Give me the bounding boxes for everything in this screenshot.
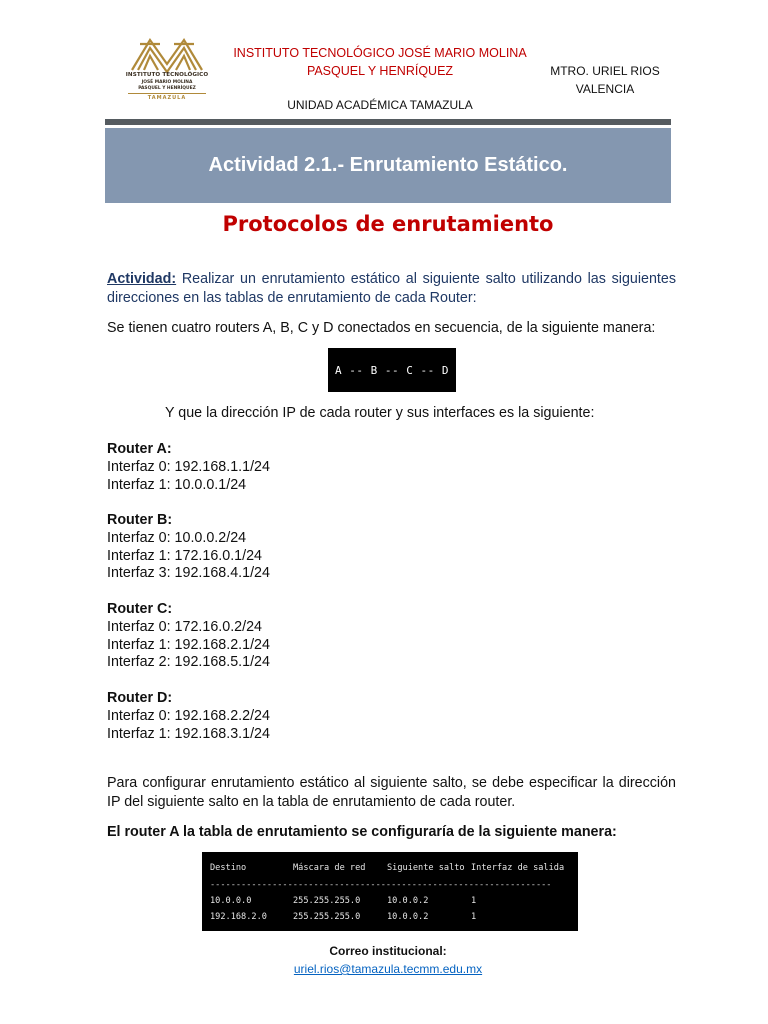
institute-name: [220, 44, 540, 80]
table-header-cell: Máscara de red: [293, 863, 366, 873]
router-interface: Interfaz 3: 192.168.4.1/24: [107, 565, 270, 582]
router-interface: Interfaz 0: 172.16.0.2/24: [107, 618, 262, 635]
table-cell: 10.0.0.2: [387, 912, 429, 922]
router-sequence-image: [328, 348, 456, 392]
table-cell: 192.168.2.0: [210, 912, 267, 922]
router-interface: Interfaz 0: 10.0.0.2/24: [107, 529, 247, 546]
router-interface: Interfaz 1: 192.168.3.1/24: [107, 725, 270, 742]
table-cell: 1: [471, 912, 477, 922]
router-interface: Interfaz 1: 10.0.0.1/24: [107, 476, 247, 493]
router-block-b: [107, 512, 270, 583]
table-header-row: [202, 863, 578, 875]
logo-line-2: JOSÉ MARIO MOLINA: [141, 80, 193, 85]
logo-line-4: TAMAZULA: [147, 95, 187, 101]
routing-table-image: [202, 852, 578, 931]
router-block-d: [107, 690, 270, 743]
institute-name-line-2: PASQUEL Y HENRÍQUEZ: [306, 64, 454, 78]
router-interface: Interfaz 1: 172.16.0.1/24: [107, 547, 262, 564]
email-link[interactable]: uriel.rios@tamazula.tecmm.edu.mx: [293, 962, 483, 976]
table-cell: 255.255.255.0: [293, 912, 361, 922]
table-cell: 255.255.255.0: [293, 896, 361, 906]
activity-paragraph: [107, 270, 676, 308]
teacher-name-line-1: MTRO. URIEL RIOS: [550, 64, 660, 78]
ip-intro-paragraph: Y que la dirección IP de cada router y sus interfaces es la siguiente:: [165, 405, 595, 421]
institute-name-line-1: INSTITUTO TECNOLÓGICO JOSÉ MARIO MOLINA: [233, 46, 527, 60]
footer-email: [105, 962, 671, 976]
header-divider: [105, 119, 671, 125]
router-name: Router B:: [107, 512, 173, 528]
router-name: Router C:: [107, 601, 173, 617]
table-cell: 10.0.0.0: [210, 896, 252, 906]
intro-paragraph: Se tienen cuatro routers A, B, C y D conectados en secuencia, de la siguiente manera:: [107, 320, 656, 336]
router-interface: Interfaz 1: 192.168.2.1/24: [107, 636, 270, 653]
teacher-name: [540, 62, 670, 98]
table-header-cell: Destino: [210, 863, 247, 873]
footer-email-label: Correo institucional:: [329, 944, 447, 958]
router-block-c: [107, 601, 270, 672]
institute-logo: [118, 34, 216, 106]
router-sequence-text: A -- B -- C -- D: [335, 363, 449, 377]
table-separator: ------------------------------------------------------------------: [210, 880, 552, 890]
table-header-cell: Interfaz de salida: [471, 863, 565, 873]
activity-text: Realizar un enrutamiento estático al siguiente salto utilizando las siguientes direcciones en las tablas de enrutamiento de cada Router:: [107, 271, 676, 306]
table-row: [202, 912, 578, 924]
router-interface: Interfaz 0: 192.168.2.2/24: [107, 707, 270, 724]
router-name: Router D:: [107, 690, 173, 706]
table-cell: 1: [471, 896, 477, 906]
table-row: [202, 896, 578, 908]
table-header-cell: Siguiente salto: [387, 863, 465, 873]
activity-label: Actividad:: [107, 271, 177, 287]
logo-line-3: PASQUEL Y HENRÍQUEZ: [138, 86, 196, 91]
config-paragraph: Para configurar enrutamiento estático al siguiente salto, se debe especificar la dirección IP del siguiente salto en la tabla de enrutamiento de cada router.: [107, 775, 676, 810]
logo-divider: [128, 93, 206, 94]
section-subtitle: Protocolos de enrutamiento: [222, 212, 554, 236]
router-a-heading: El router A la tabla de enrutamiento se configuraría de la siguiente manera:: [107, 824, 617, 840]
router-interface: Interfaz 0: 192.168.1.1/24: [107, 458, 270, 475]
teacher-name-line-2: VALENCIA: [575, 82, 635, 96]
logo-line-1: INSTITUTO TECNOLÓGICO: [125, 72, 209, 78]
router-interface: Interfaz 2: 192.168.5.1/24: [107, 654, 270, 671]
activity-title: Actividad 2.1.- Enrutamiento Estático.: [208, 154, 568, 176]
router-block-a: [107, 441, 270, 494]
mountain-logo-icon: [118, 34, 216, 74]
academic-unit: UNIDAD ACADÉMICA TAMAZULA: [287, 98, 473, 112]
activity-banner: [105, 128, 671, 203]
router-name: Router A:: [107, 441, 172, 457]
table-cell: 10.0.0.2: [387, 896, 429, 906]
